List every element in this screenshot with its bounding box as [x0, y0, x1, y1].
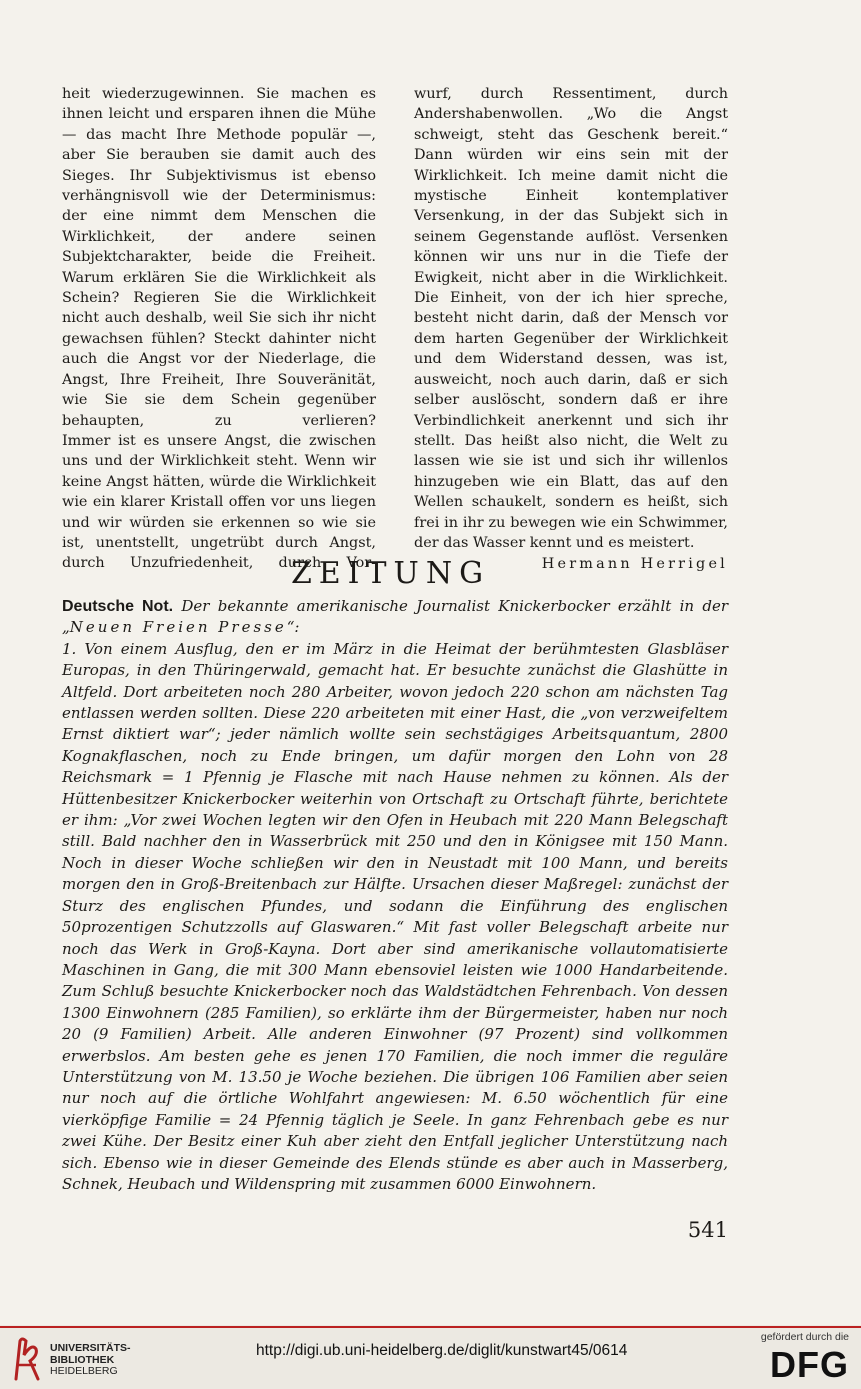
article [62, 596, 728, 1195]
page-number: 541 [687, 1218, 728, 1242]
institution-line: HEIDELBERG [50, 1365, 118, 1377]
university-library-logo-icon [12, 1335, 42, 1381]
institution-line: UNIVERSITÄTS- [50, 1342, 131, 1354]
footer-bar [0, 1325, 861, 1389]
institution-name [50, 1343, 131, 1378]
paragraph: Warum erklären Sie die Wirklichkeit als Schein? Regieren Sie die Wirklichkeit nicht auch deshalb, weil Sie sich ihr nicht gewachsen fühlen? Steckt dahinter nicht auch die Angst vor der Niederlage, die Angst, Ihre Freiheit, Ihre Souveränität, wie Sie sie dem Schein gegenüber behaupten, zu verlieren? [62, 269, 376, 429]
paragraph: Immer ist es unsere Angst, die zwischen uns und der Wirklichkeit steht. Wenn wir keine Angst hätten, würde die Wirklichkeit wie ein klarer Kristall offen vor uns liegen und wir würden sie erkennen so wie sie ist, unentstellt, ungetrübt durch Angst, durch Unzufriedenheit, durch Vor- [62, 432, 376, 572]
right-column [414, 84, 728, 575]
article-intro-text: Der bekannte amerikanische Journalist Knickerbocker erzählt in der „ [62, 597, 728, 637]
author-signature: Hermann Herrigel [541, 556, 728, 573]
footer-divider [0, 1326, 861, 1328]
paragraph: wurf, durch Ressentiment, durch Andershabenwollen. „Wo die Angst schweigt, steht das Geschenk bereit.“ Dann würden wir eins sein mit der Wirklichkeit. Ich meine damit nicht die mystische Einheit kontemplativer Versenkung, in der das Subjekt sich in seinem Gegenstande auflöst. Versenken können wir uns nur in die Tiefe der Ewigkeit, nicht aber in die Wirklichkeit. Die Einheit, von der ich hier spreche, besteht nicht darin, daß der Mensch vor dem harten Gegenüber der Wirklichkeit und dem Widerstand dessen, was ist, ausweicht, noch auch darin, daß er sich selber auslöscht, sondern daß er ihre Verbindlichkeit anerkennt und sich ihr stellt. Das heißt also nicht, die Welt zu lassen wie sie ist und sich ihr willenlos hinzugeben wie ein Blatt, das auf den Wellen schaukelt, sondern es heißt, sich frei in ihr zu bewegen wie ein Schwimmer, der das Wasser kennt und es meistert. [414, 86, 728, 551]
article-body: 1. Von einem Ausflug, den er im März in die Heimat der berühmtesten Glasbläser Europas, in den Thüringerwald, gemacht hat. Er besuchte zunächst die Glashütte in Altfeld. Dort arbeiteten noch 280 Arbeiter, wovon jedoch 220 schon am nächsten Tag entlassen werden sollten. Diese 220 arbeiteten mit einer Hast, die „von verzweifeltem Ernst diktiert war“; jeder nämlich wollte sein sechstägiges Arbeitsquantum, 2800 Kognakflaschen, noch zu Ende bringen, um dafür morgen den Lohn von 28 Reichsmark = 1 Pfennig je Flasche mit nach Hause nehmen zu können. Als der Hüttenbesitzer Knickerbocker weiterhin von Ortschaft zu Ortschaft führte, berichtete er ihm: „Vor zwei Wochen legten wir den Ofen in Heubach mit 220 Mann Belegschaft still. Bald nachher den in Wasserbrück mit 250 und den in Königsee mit 150 Mann. Noch in dieser Woche schließen wir den in Neustadt mit 100 Mann, und bereits morgen den in Groß-Breitenbach zur Hälfte. Ursachen dieser Maßregel: zunächst der Sturz des englischen Pfundes, und sodann die Einführung des englischen 50prozentigen Schutzzolls auf Glaswaren.“ Mit fast voller Belegschaft arbeite nur noch das Werk in Groß-Kayna. Dort aber sind amerikanische vollautomatisierte Maschinen in Gang, die mit 300 Mann ebensoviel leisten wie 1000 Handarbeitende. Zum Schluß besuchte Knickerbocker noch das Waldstädtchen Fehrenbach. Von dessen 1300 Einwohnern (285 Familien), so erklärte ihm der Bürgermeister, haben nur noch 20 (9 Familien) Arbeit. Alle anderen Einwohner (97 Prozent) sind vollkommen erwerbslos. Am besten gehe es jenen 170 Familien, die noch immer die reguläre Unterstützung von M. 13.50 je Woche beziehen. Die übrigen 106 Familien aber seien nur noch auf die örtliche Wohlfahrt angewiesen: M. 6.50 wöchentlich für eine vierköpfige Familie = 24 Pfennig täglich je Seele. In ganz Fehrenbach gebe es nur zwei Kühe. Der Besitz einer Kuh aber zieht den Entfall jeglicher Unterstützung nach sich. Ebenso wie in dieser Gemeinde des Elends stünde es aber auch in Masserberg, Schnek, Heubach und Wildenspring mit zusammen 6000 Einwohnern. [62, 639, 728, 1193]
paragraph: heit wiederzugewinnen. Sie machen es ihnen leicht und ersparen ihnen die Mühe — das macht Ihre Methode populär —, aber Sie berauben sie damit auch des Sieges. Ihr Subjektivismus ist ebenso verhängnisvoll wie der Determinismus: der eine nimmt dem Menschen die Wirklichkeit, der andere seinen Subjektcharakter, beide die Freiheit. [62, 86, 376, 266]
section-heading: ZEITUNG [290, 556, 491, 591]
article-intro-end: “: [286, 618, 300, 637]
article-intro [62, 596, 728, 639]
article-source: Neuen Freien Presse [69, 618, 287, 637]
institution-line: BIBLIOTHEK [50, 1353, 115, 1366]
funding-caption: gefördert durch die [760, 1331, 849, 1343]
permalink-url[interactable]: http://digi.ub.uni-heidelberg.de/diglit/kunstwart45/0614 [256, 1342, 628, 1359]
two-column-text [62, 84, 728, 574]
dfg-logo: DFG [770, 1344, 849, 1385]
left-column [62, 84, 376, 574]
article-kicker: Deutsche Not. [62, 598, 174, 615]
